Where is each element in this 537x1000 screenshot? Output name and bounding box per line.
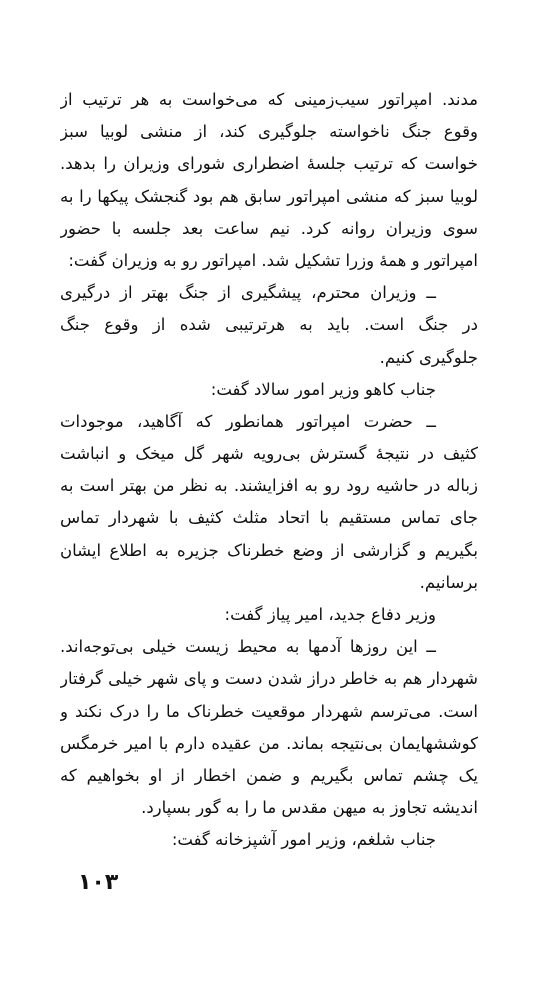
text-line: ــ این روزها آدمها به محیط زیست خیلی بی‌توجه‌اند. <box>60 637 436 657</box>
paragraph <box>60 84 478 277</box>
text-line: شهردار هم به خاطر دراز شدن دست و پای شهر خیلی گرفتار <box>60 669 478 689</box>
text-line: خواست که ترتیب جلسهٔ اضطراری شورای وزیران را بدهد. <box>60 154 478 174</box>
text-line: جناب کاهو وزیر امور سالاد گفت: <box>210 379 436 399</box>
paragraph <box>60 599 478 631</box>
text-line: زباله در حاشیه رود رو به افزایشند. به نظر من بهتر است به <box>60 476 478 496</box>
text-line: ــ وزیران محترم، پیشگیری از جنگ بهتر از درگیری <box>60 283 436 303</box>
text-line: یک چشم تماس بگیریم و ضمن اخطار از او بخواهیم که <box>60 765 478 785</box>
text-line: ــ حضرت امپراتور همانطور که آگاهید، موجودات <box>60 411 436 431</box>
paragraph <box>60 631 478 824</box>
text-line: سوی وزیران روانه کرد. نیم ساعت بعد جلسه با حضور <box>60 218 478 238</box>
text-line: برسانیم. <box>419 572 478 592</box>
text-line: جای تماس مستقیم با اتحاد مثلث کثیف با شهردار تماس <box>60 508 478 528</box>
text-line: مدند. امپراتور سیب‌زمینی که می‌خواست به هر ترتیب از <box>60 90 478 109</box>
paragraph <box>60 824 478 856</box>
text-line: است. می‌ترسم شهردار موقعیت خطرناک ما را درک نکند و <box>60 701 478 721</box>
text-line: جناب شلغم، وزیر امور آشپزخانه گفت: <box>171 830 436 850</box>
page-number: ۱۰۳ <box>78 870 119 895</box>
paragraph <box>60 277 478 374</box>
text-line: لوبیا سبز که منشی امپراتور سابق هم بود گنجشک پیکها را به <box>60 186 478 206</box>
paragraph <box>60 406 478 599</box>
text-line: امپراتور و همهٔ وزرا تشکیل شد. امپراتور رو به وزیران گفت: <box>68 250 478 270</box>
text-line: بگیریم و گزارشی از وضع خطرناک جزیره به اطلاع ایشان <box>60 540 478 560</box>
text-line: اندیشه تجاوز به میهن مقدس ما را به گور بسپارد. <box>141 798 478 818</box>
text-line: جلوگیری کنیم. <box>379 347 478 367</box>
text-line: کثیف در نتیجهٔ گسترش بی‌رویه شهر گل میخک و انباشت <box>60 444 478 464</box>
text-line: کوششهایمان بی‌نتیجه بماند. من عقیده دارم با امیر خرمگس <box>60 733 478 753</box>
text-line: در جنگ است. باید به هرترتیبی شده از وقوع جنگ <box>60 315 478 335</box>
text-line: وقوع جنگ ناخواسته جلوگیری کند، از منشی لوبیا سبز <box>60 122 478 142</box>
body-text <box>60 84 478 857</box>
paragraph <box>60 374 478 406</box>
text-line: وزیر دفاع جدید، امیر پیاز گفت: <box>224 605 436 624</box>
